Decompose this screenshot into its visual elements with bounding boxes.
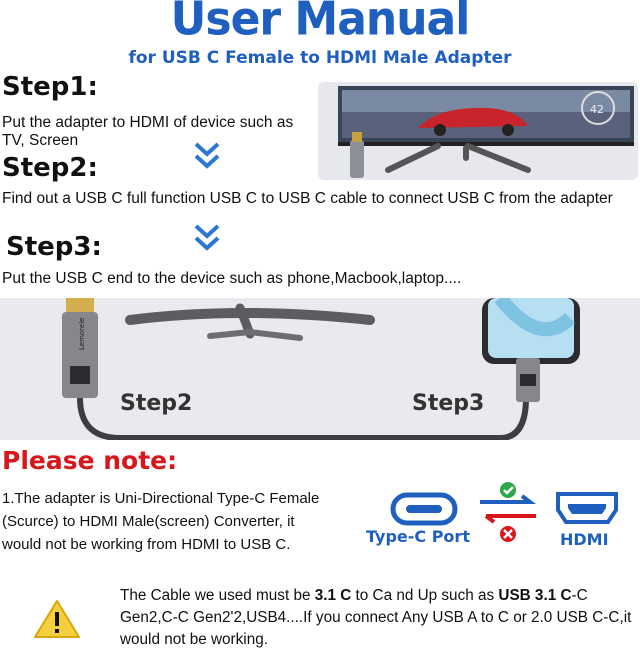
adapter-brand: Lemorele (78, 317, 86, 350)
chevron-down-icon (194, 140, 220, 172)
typec-port-label: Type-C Port (366, 527, 470, 546)
step2-text: Find out a USB C full function USB C to USB C cable to connect USB C from the adapter (2, 190, 613, 207)
connection-illustration (0, 298, 640, 440)
step2-label: Step2 (120, 391, 193, 416)
page-subtitle: for USB C Female to HDMl Male Adapter (128, 48, 512, 68)
tv-illustration (318, 82, 638, 180)
step1-heading: Step1: (2, 72, 98, 102)
step3-heading: Step3: (6, 232, 102, 262)
step1-text: Put the adapter to HDMI of device such as TV, Screen (2, 114, 294, 149)
warning-text: The Cable we used must be 3.1 C to Ca nd Up such as USB 3.1 C-C Gen2,C-C Gen2'2,USB4....If you connect Any USB A to C or 2.0 USB C-C,it would not be working. (120, 587, 632, 648)
warning-bold-2: USB 3.1 C (498, 587, 572, 604)
note-heading: Please note: (2, 446, 178, 475)
step3-text: Put the USB C end to the device such as phone,Macbook,laptop.... (2, 270, 462, 287)
tv-clock-label: 42 (590, 103, 604, 116)
hdmi-port-icon (554, 490, 620, 526)
chevron-down-icon (194, 222, 220, 254)
warning-bold-1: 3.1 C (314, 587, 352, 604)
typec-port-icon (390, 492, 458, 526)
warning-icon (32, 598, 82, 640)
step3-label: Step3 (412, 391, 485, 416)
direction-arrows-icon (476, 480, 540, 544)
page-title: User Manual (170, 0, 470, 47)
note-text: 1.The adapter is Uni-Directional Type-C Female (Scurce) to HDMI Male(screen) Converter, it would not be working from HDMI to USB C. (2, 490, 320, 553)
hdmi-port-label: HDMI (560, 530, 609, 549)
step2-heading: Step2: (2, 153, 98, 183)
